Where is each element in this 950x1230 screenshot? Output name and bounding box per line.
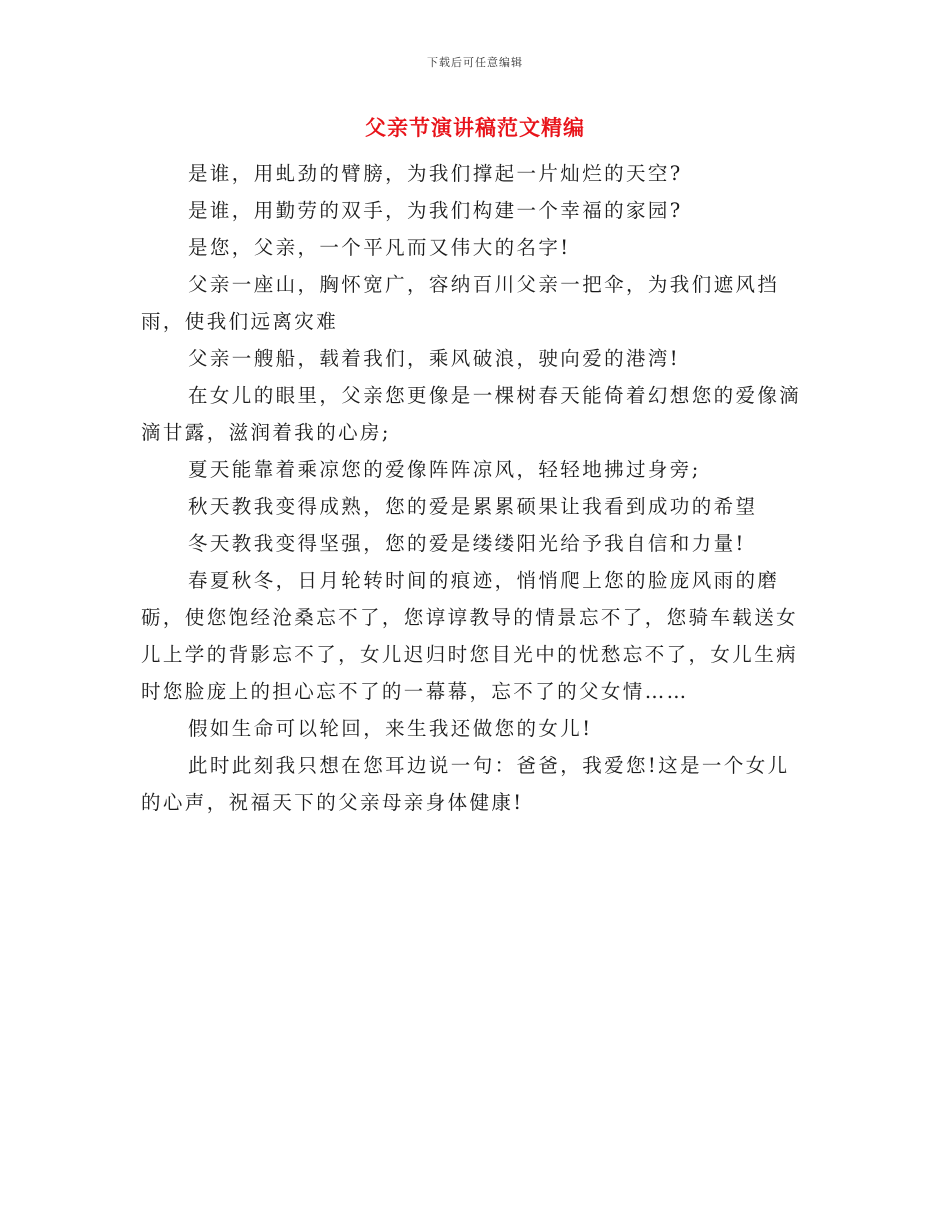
paragraph: 是您，父亲，一个平凡而又伟大的名字! bbox=[188, 236, 571, 259]
paragraph: 夏天能靠着乘凉您的爱像阵阵凉风，轻轻地拂过身旁; bbox=[188, 458, 701, 481]
paragraph: 父亲一座山，胸怀宽广，容纳百川父亲一把伞，为我们遮风挡雨，使我们远离灾难 bbox=[141, 273, 780, 333]
paragraph: 秋天教我变得成熟，您的爱是累累硕果让我看到成功的希望 bbox=[188, 495, 758, 518]
paragraph: 在女儿的眼里，父亲您更像是一棵树春天能倚着幻想您的爱像滴滴甘露，滋润着我的心房; bbox=[141, 384, 802, 444]
paragraph: 假如生命可以轮回，来生我还做您的女儿! bbox=[188, 717, 593, 740]
paragraph: 是谁，用勤劳的双手，为我们构建一个幸福的家园? bbox=[188, 199, 683, 222]
paragraph: 春夏秋冬，日月轮转时间的痕迹，悄悄爬上您的脸庞风雨的磨砺，使您饱经沧桑忘不了，您谆谆教导的情景忘不了，您骑车载送女儿上学的背影忘不了，女儿迟归时您目光中的忧愁忘不了，女儿生病时您脸庞上的担心忘不了的一幕幕，忘不了的父女情…… bbox=[141, 569, 799, 703]
paragraph: 是谁，用虬劲的臂膀，为我们撑起一片灿烂的天空? bbox=[188, 162, 683, 185]
document-body bbox=[141, 155, 811, 821]
paragraph: 冬天教我变得坚强，您的爱是缕缕阳光给予我自信和力量! bbox=[188, 532, 746, 555]
paragraph: 父亲一艘船，载着我们，乘风破浪，驶向爱的港湾! bbox=[188, 347, 681, 370]
header-note: 下载后可任意编辑 bbox=[427, 56, 523, 69]
document-title: 父亲节演讲稿范文精编 bbox=[365, 116, 585, 140]
paragraph: 此时此刻我只想在您耳边说一句：爸爸，我爱您!这是一个女儿的心声，祝福天下的父亲母亲身体健康! bbox=[141, 754, 790, 814]
